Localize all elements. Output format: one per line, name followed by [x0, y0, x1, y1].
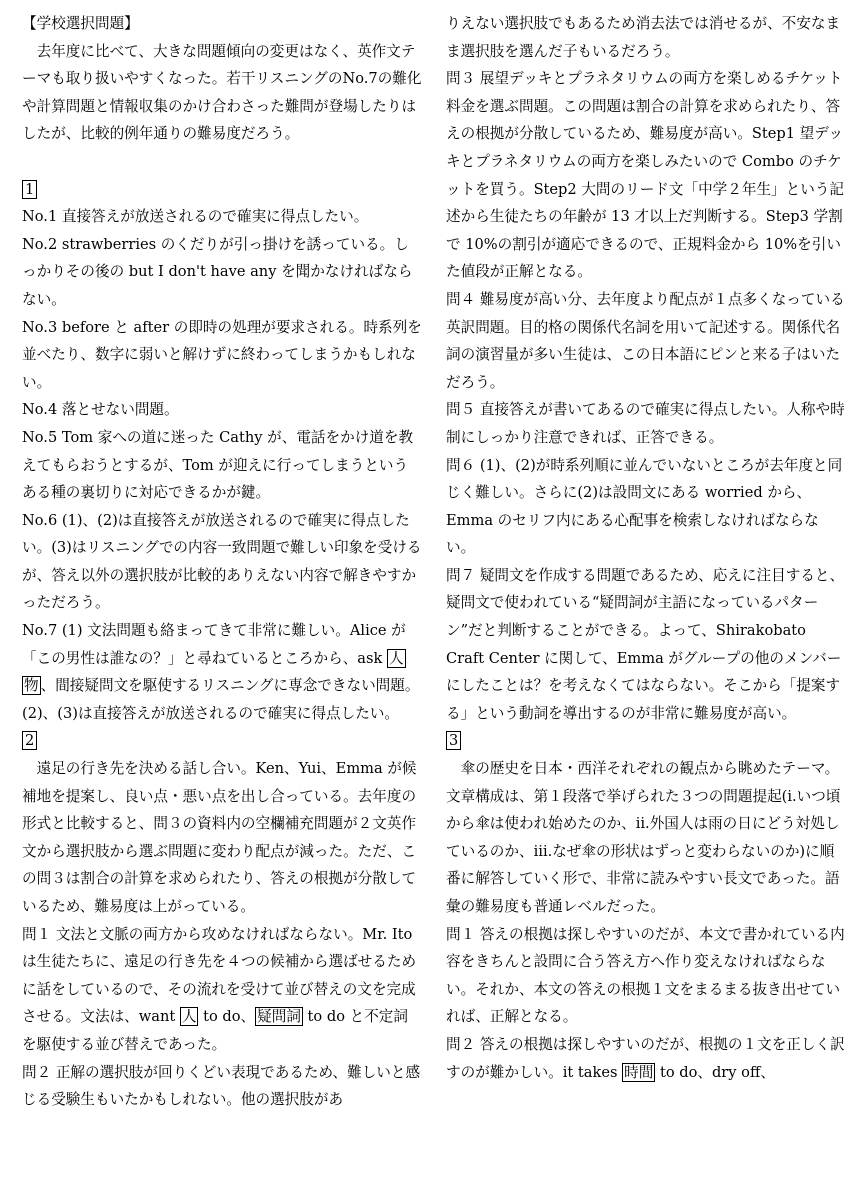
s3-q2-text-b: to do、dry off、 — [655, 1063, 775, 1081]
s2-q7: 問７ 疑問文を作成する問題であるため、応えに注目すると、疑問文で使われている“疑問詞が主語になっているパターン”だと判断することができる。よって、Shirakobato Craft Center に関して、Emma がグループの他のメンバーにしたことは？を考えなくてはならない。そこから「提案する」という動詞を導出するのが非常に難易度が高い。 — [446, 566, 845, 722]
s1-no6: No.6 (1)、(2)は直接答えが放送されるので確実に得点したい。(3)はリスニングでの内容一致問題で難しい印象を受けるが、答え以外の選択肢が比較的ありえない内容で解きやすかっただろう。 — [22, 511, 422, 612]
boxed-term-thing: 物 — [24, 677, 39, 695]
s3-q1: 問１ 答えの根拠は探しやすいのだが、本文で書かれている内容をきちんと設問に合う答え方へ作り変えなければならない。それか、本文の答えの根拠１文をまるまる抜き出せていれば、正解となる。 — [446, 925, 845, 1026]
s2-q1-text-b: to do、 — [198, 1008, 256, 1026]
s2-q2-continued: りえない選択肢でもあるため消去法では消せるが、不安なまま選択肢を選んだ子もいるだろう。 — [446, 15, 841, 60]
s2-q2: 問２ 正解の選択肢が回りくどい表現であるため、難しいと感じる受験生もいたかもしれない。他の選択肢があ — [22, 1063, 421, 1109]
boxed-term-time: 時間 — [624, 1063, 654, 1081]
s1-no3: No.3 before と after の即時の処理が要求される。時系列を並べたり、数字に弱いと解けずに終わってしまうかもしれない。 — [22, 318, 422, 391]
s2-q6: 問６ (1)、(2)が時系列順に並んでいないところが去年度と同じく難しい。さらに(2)は設問文にある worried から、Emma のセリフ内にある心配事を検索しなければならない。 — [446, 456, 843, 557]
s2-intro: 遠足の行き先を決める話し合い。Ken、Yui、Emma が候補地を提案し、良い点・悪い点を出し合っている。去年度の形式と比較すると、問３の資料内の空欄補充問題が２文英作文から選択肢から選ぶ問題に変わり配点が減った。ただ、この問３は割合の計算を求められたり、答えの根拠が分散しているため、難易度は上がっている。 — [22, 760, 417, 915]
s2-q1-text-c: to do と不定詞を駆使する並び替えであった。 — [22, 1008, 408, 1053]
s1-no5: No.5 Tom 家への道に迷った Cathy が、電話をかけ道を教えてもらおうとするが、Tom が迎えに行ってしまうというある種の裏切りに対応できるかが鍵。 — [22, 428, 414, 502]
boxed-term-person: 人 — [181, 1008, 197, 1026]
s2-q3: 問３ 展望デッキとプラネタリウムの両方を楽しめるチケット料金を選ぶ問題。この問題は割合の計算を求められたり、答えの根拠が分散しているため、難易度が高い。Step1 望デッキとプラネタリウムの両方を楽しみたいので Combo のチケットを買う。Step2 大問のリード文「中学２年生」という記述から生徒たちの年齢が 13 才以上だ判断する。Step3 学割で 10%の割引が適応できるので、正規料金から 10%を引いた値段が正解となる。 — [446, 70, 845, 281]
boxed-term-person: 人 — [388, 649, 404, 667]
section-title: 【学校選択問題】 — [22, 15, 139, 32]
intro-paragraph: 去年度に比べて、大きな問題傾向の変更はなく、英作文テーマも取り扱いやすくなった。若干リスニングのNo.7の難化や計算問題と情報収集のかけ合わさった難問が登場したりはしたが、比較的例年通りの難易度だろう。 — [22, 42, 422, 143]
s1-no7 — [22, 617, 422, 727]
section-2-number: 2 — [22, 731, 37, 750]
s1-no4: No.4 落とせない問題。 — [22, 401, 179, 419]
left-column — [22, 10, 422, 1114]
s1-no2: No.2 strawberries のくだりが引っ掛けを誘っている。しっかりその後の but I don't have any を聞かなければならない。 — [22, 235, 413, 308]
s2-q5: 問５ 直接答えが書いてあるので確実に得点したい。人称や時制にしっかり注意できれば、正答できる。 — [446, 401, 845, 446]
s1-no7-text-b: 、間接疑問文を駆使するリスニングに専念できない問題。(2)、(3)は直接答えが放送されるので確実に得点したい。 — [22, 677, 420, 722]
s3-intro: 傘の歴史を日本・西洋それぞれの観点から眺めたテーマ。文章構成は、第１段落で挙げられた３つの問題提起(ⅰ.いつ頃から傘は使われ始めたのか、ⅱ.外国人は雨の日にどう対処しているのか、ⅲ.なぜ傘の形状はずっと変わらないのか)に順番に解答していく形で、非常に読みやすい長文であった。語彙の難易度も普通レベルだった。 — [446, 760, 841, 915]
boxed-term-interrogative: 疑問詞 — [257, 1008, 301, 1026]
right-column — [446, 10, 846, 1086]
s3-q2 — [446, 1031, 846, 1086]
s1-no7-text-a: No.7 (1) 文法問題も絡まってきて非常に難しい。Alice が「この男性は誰なの？」と尋ねているところから、ask — [22, 622, 406, 667]
s1-no1: No.1 直接答えが放送されるので確実に得点したい。 — [22, 208, 369, 226]
s3-q2-text-a: 問２ 答えの根拠は探しやすいのだが、根拠の１文を正しく訳すのが難かしい。it takes — [446, 1035, 845, 1081]
section-3-number: 3 — [446, 731, 461, 750]
s2-q4: 問４ 難易度が高い分、去年度より配点が１点多くなっている英訳問題。目的格の関係代名詞を用いて記述する。関係代名詞の演習量が多い生徒は、この日本語にピンと来る子はいただろう。 — [446, 290, 845, 391]
s2-q1-text-a: 問１ 文法と文脈の両方から攻めなければならない。Mr. Ito は生徒たちに、遠足の行き先を４つの候補から選ばせるために話をしているので、その流れを受けて並び替えの文を完成させる。文法は、want — [22, 925, 417, 1026]
section-1-number: 1 — [22, 180, 37, 199]
s2-q1 — [22, 921, 422, 1059]
